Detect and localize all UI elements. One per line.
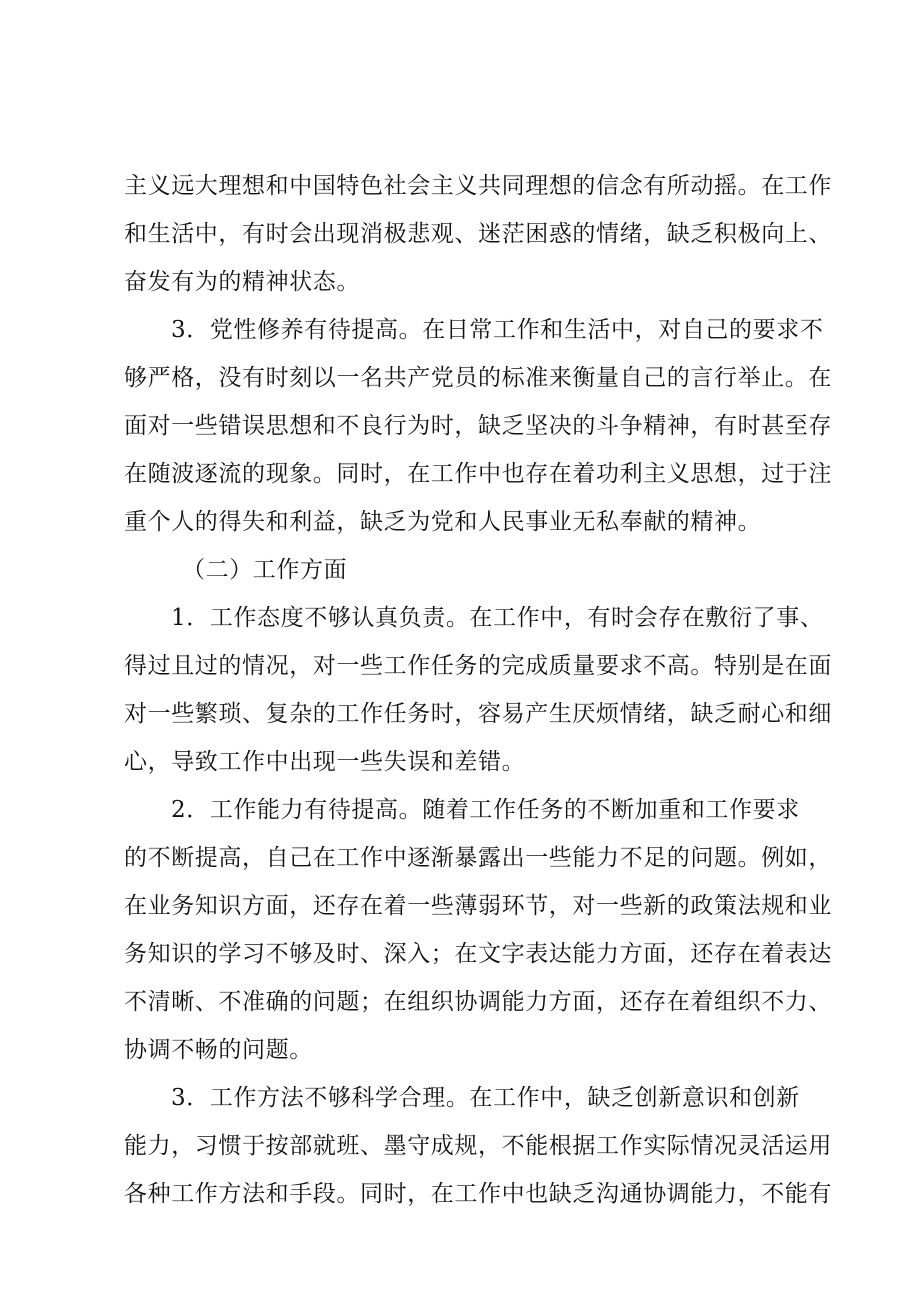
paragraph-start: 1．工作态度不够认真负责。在工作中，有时会存在敷衍了事、: [171, 605, 824, 631]
text-line: 够严格，没有时刻以一名共产党员的标准来衡量自己的言行举止。在: [124, 365, 832, 391]
paragraph-start: 3．工作方法不够科学合理。在工作中，缺乏创新意识和创新: [171, 1085, 800, 1111]
text-line: 得过且过的情况，对一些工作任务的完成质量要求不高。特别是在面: [124, 653, 832, 679]
text-line: 心，导致工作中出现一些失误和差错。: [124, 749, 526, 775]
paragraph-start: 2．工作能力有待提高。随着工作任务的不断加重和工作要求: [171, 797, 800, 823]
text-line: 面对一些错误思想和不良行为时，缺乏坚决的斗争精神，有时甚至存: [124, 413, 832, 439]
text-line: 不清晰、不准确的问题；在组织协调能力方面，还存在着组织不力、: [124, 989, 832, 1015]
text-line: 和生活中，有时会出现消极悲观、迷茫困惑的情绪，缺乏积极向上、: [124, 221, 832, 247]
text-line: 重个人的得失和利益，缺乏为党和人民事业无私奉献的精神。: [124, 509, 762, 535]
paragraph-start: 3．党性修养有待提高。在日常工作和生活中，对自己的要求不: [171, 317, 824, 343]
text-line: 在业务知识方面，还存在着一些薄弱环节，对一些新的政策法规和业: [124, 893, 832, 919]
text-line: 对一些繁琐、复杂的工作任务时，容易产生厌烦情绪，缺乏耐心和细: [124, 701, 832, 727]
text-line: 协调不畅的问题。: [124, 1037, 313, 1063]
text-line: 各种工作方法和手段。同时，在工作中也缺乏沟通协调能力，不能有: [124, 1181, 832, 1207]
text-line: 在随波逐流的现象。同时，在工作中也存在着功利主义思想，过于注: [124, 461, 832, 487]
text-line: 主义远大理想和中国特色社会主义共同理想的信念有所动摇。在工作: [124, 173, 832, 199]
text-line: 的不断提高，自己在工作中逐渐暴露出一些能力不足的问题。例如，: [124, 845, 832, 871]
text-line: 奋发有为的精神状态。: [124, 269, 360, 295]
text-line: 务知识的学习不够及时、深入；在文字表达能力方面，还存在着表达: [124, 941, 832, 967]
text-line: 能力，习惯于按部就班、墨守成规，不能根据工作实际情况灵活运用: [124, 1133, 832, 1159]
section-heading: （二）工作方面: [182, 557, 348, 583]
